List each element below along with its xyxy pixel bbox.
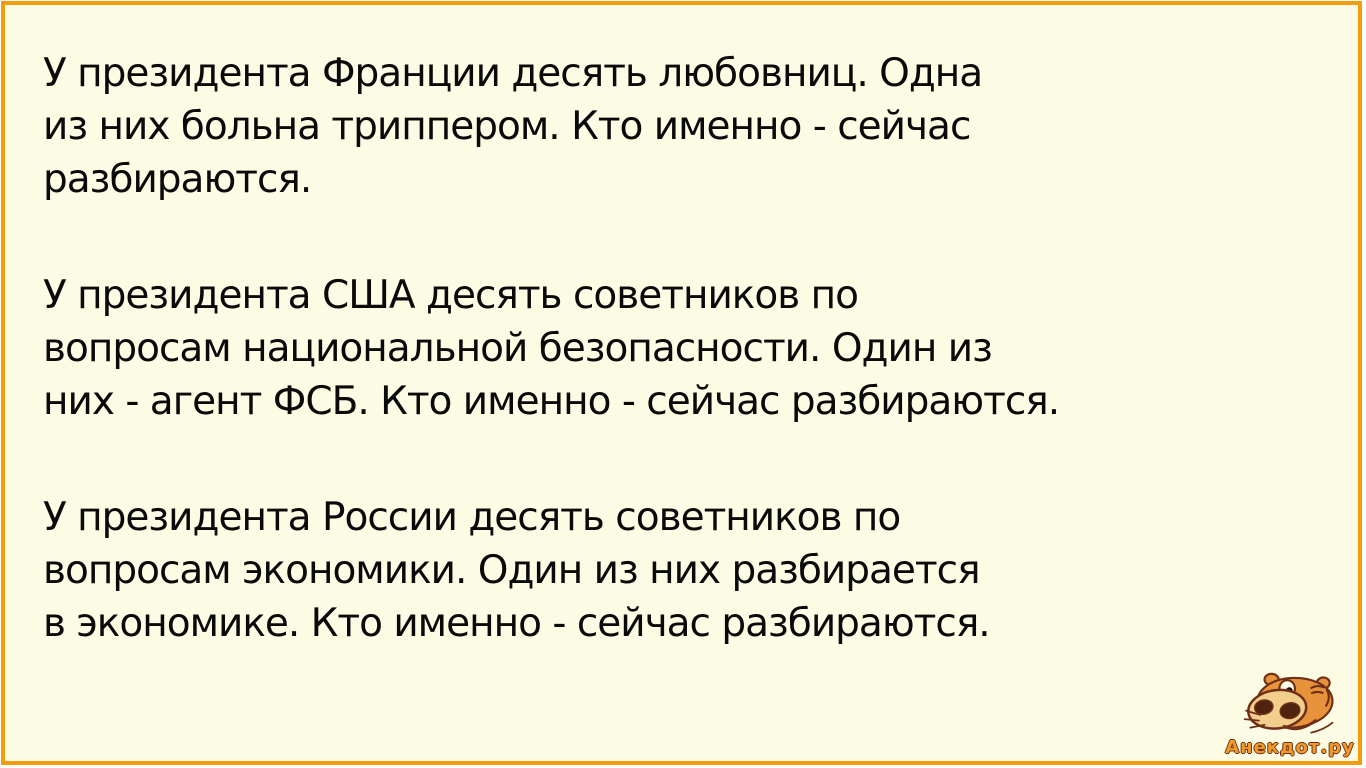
joke-line: вопросам национальной безопасности. Один из [43,326,992,371]
joke-line: У президента США десять советников по [43,273,858,318]
joke-paragraph [43,47,1322,206]
site-logo [1223,671,1357,761]
joke-card [1,1,1362,765]
joke-line: У президента России десять советников по [43,495,901,540]
joke-text-block [5,5,1358,650]
joke-line: вопросам экономики. Один из них разбирается [43,548,980,593]
joke-paragraph [43,269,1322,428]
joke-paragraph [43,491,1322,650]
joke-line: в экономике. Кто именно - сейчас разбираются. [43,601,990,646]
site-wordmark: Анекдот.ру [1225,737,1355,758]
joke-line: них - агент ФСБ. Кто именно - сейчас разбираются. [43,379,1060,424]
joke-line: разбираются. [43,157,312,202]
hippo-mascot-icon [1226,671,1354,739]
joke-line: из них больна триппером. Кто именно - сейчас [43,104,971,149]
joke-line: У президента Франции десять любовниц. Одна [43,51,983,96]
